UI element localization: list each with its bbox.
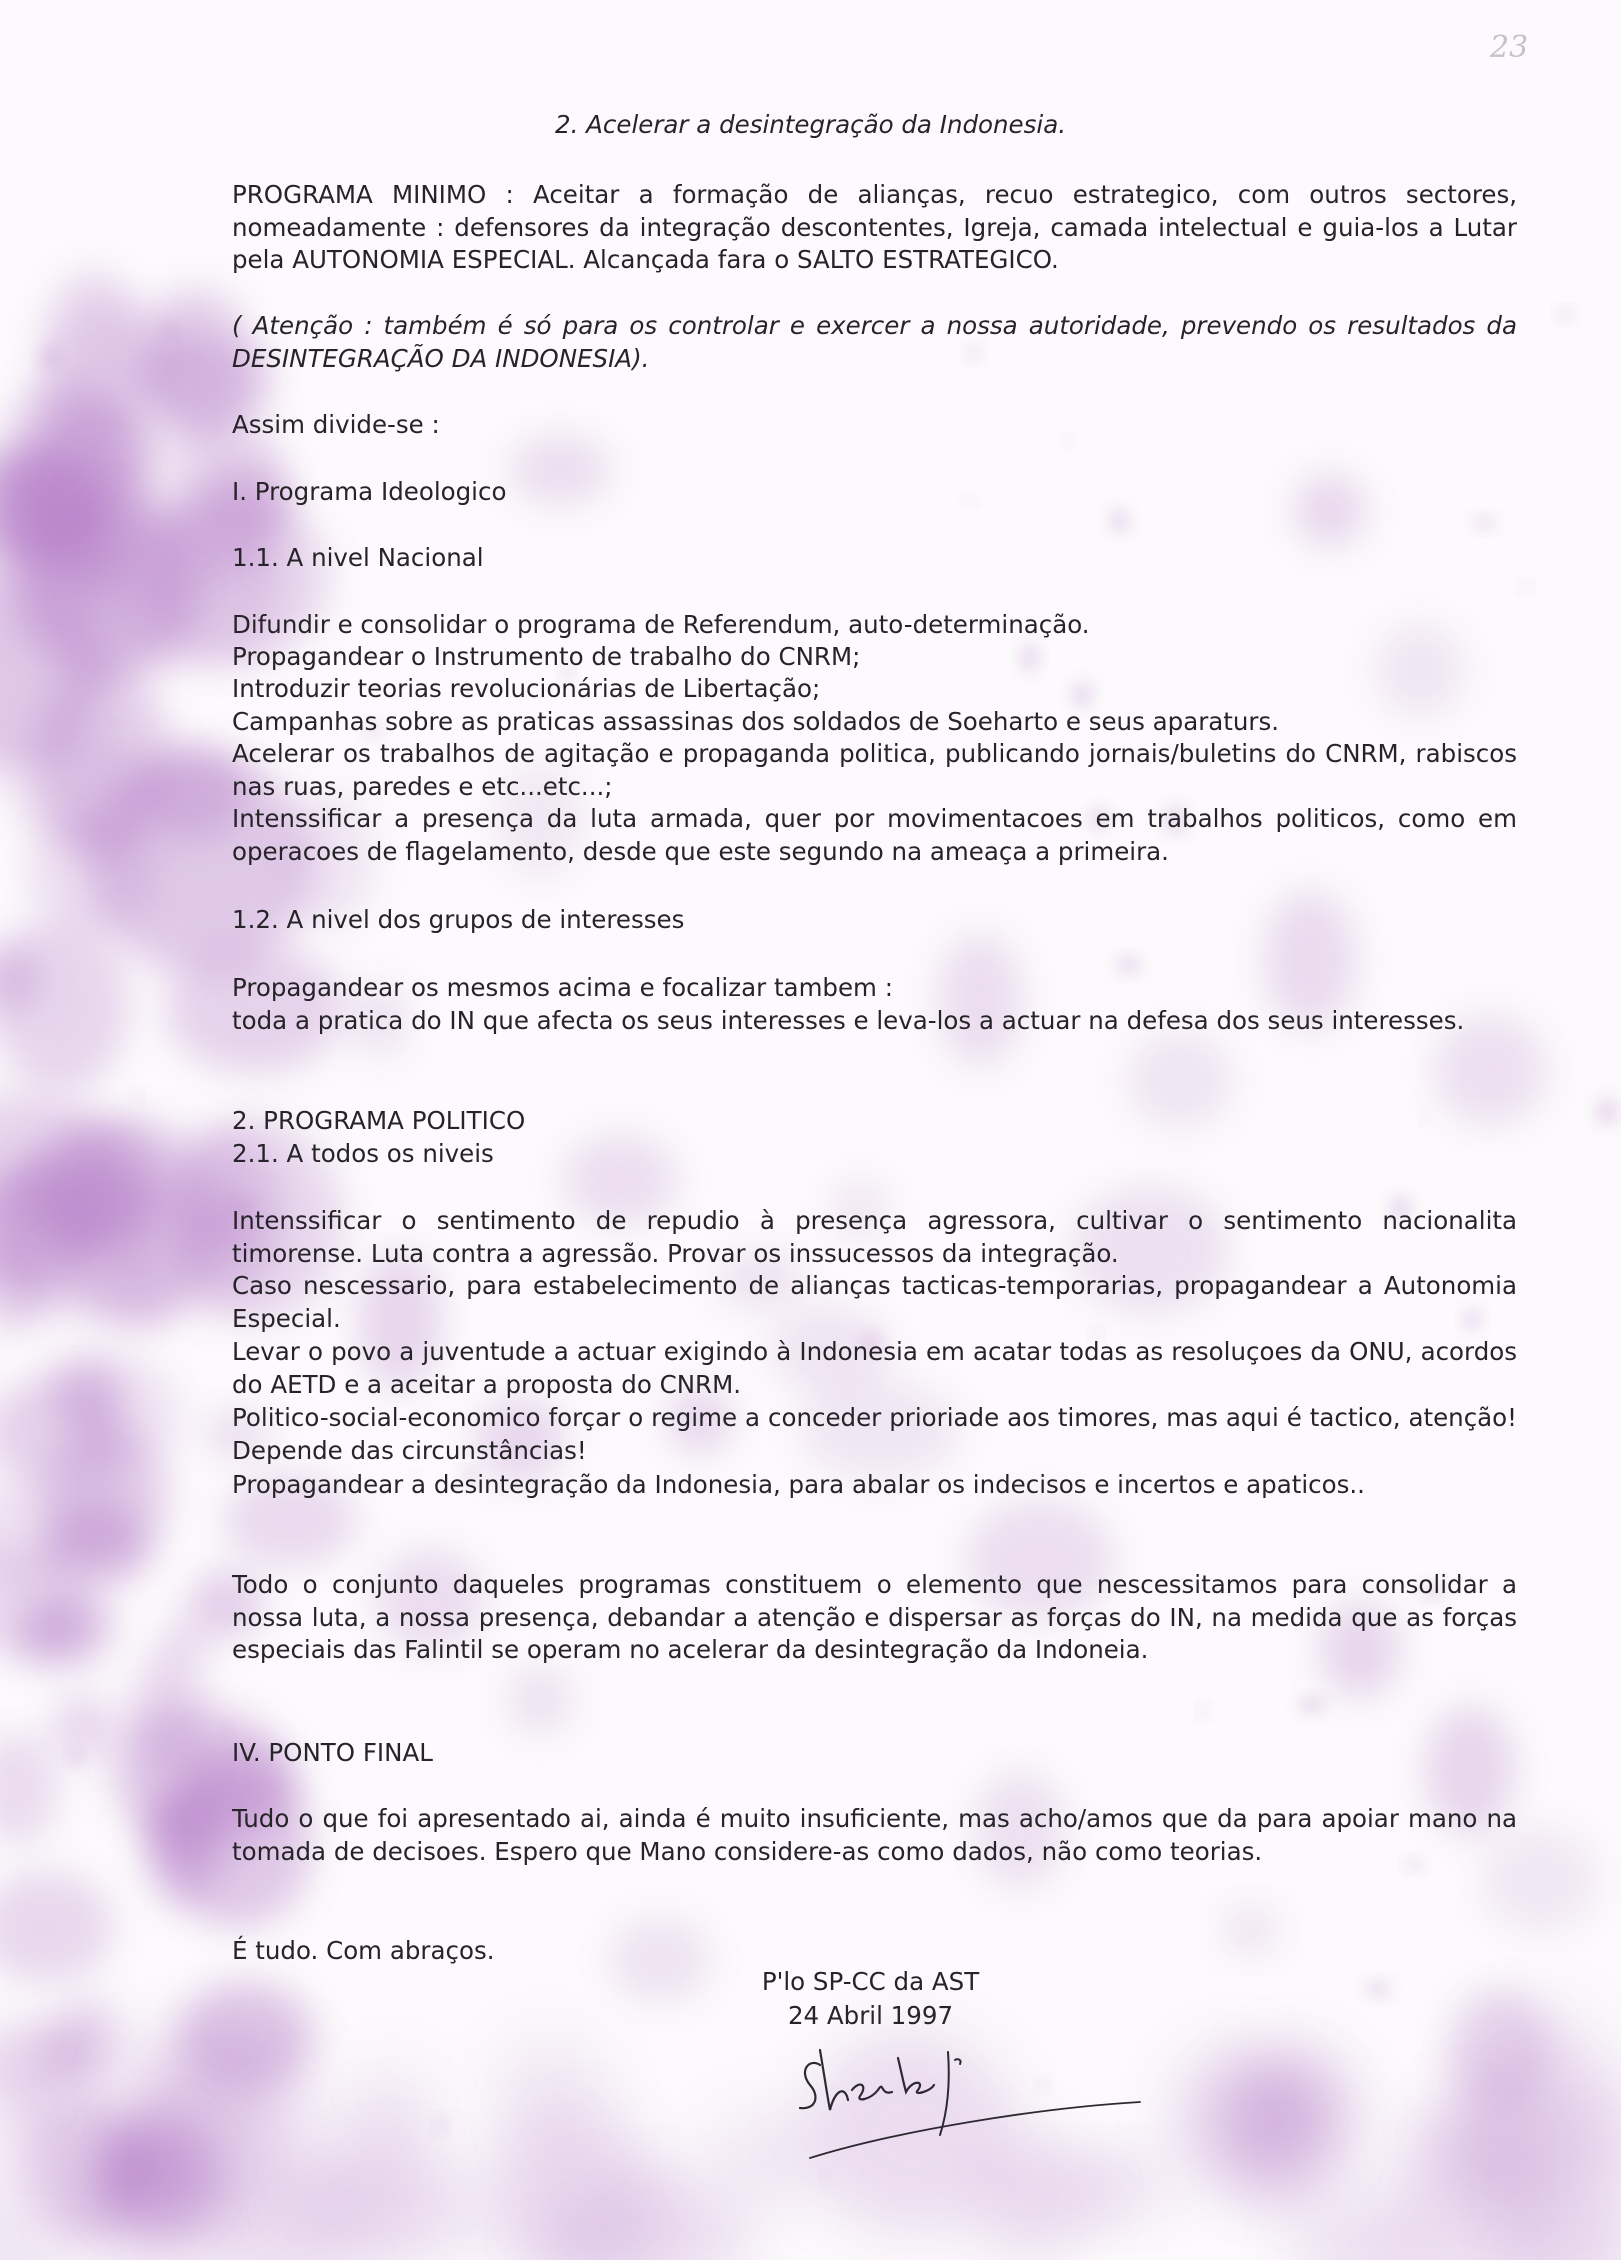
section-2-1-title: 2.1. A todos os niveis — [232, 1139, 494, 1168]
list-item: Difundir e consolidar o programa de Referendum, auto-determinação. — [232, 610, 1090, 639]
list-item: Caso nescessario, para estabelecimento de alianças tacticas-temporarias, propagandear a Autonomia Especial. — [232, 1271, 1517, 1333]
signature-organization: P'lo SP-CC da AST — [761, 1967, 980, 1996]
list-item: Intenssificar o sentimento de repudio à presença agressora, cultivar o sentimento nacionalita timorense. Luta contra a agressão. Provar os inssucessos da integração. — [232, 1206, 1517, 1268]
section-1-1-title: 1.1. A nivel Nacional — [232, 543, 484, 572]
signature-date: 24 Abril 1997 — [787, 2001, 954, 2030]
final-paragraph: Tudo o que foi apresentado ai, ainda é muito insuficiente, mas acho/amos que da para apoiar mano na tomada de decisoes. Espero que Mano considere-as como dados, não como teorias. — [232, 1804, 1517, 1866]
section-heading: 2. Acelerar a desintegração da Indonesia. — [554, 110, 1067, 139]
programa-minimo-paragraph: PROGRAMA MINIMO : Aceitar a formação de alianças, recuo estrategico, com outros sectores, nomeadamente : defensores da integração descontentes, Igreja, camada intelectual e guia-los a Lutar pela AUTONOMIA ESPECIAL. Alcançada fara o SALTO ESTRATEGICO. — [232, 180, 1517, 274]
list-item: Propagandear os mesmos acima e focalizar tambem : — [232, 973, 893, 1002]
atencao-note: ( Atenção : também é só para os controlar e exercer a nossa autoridade, prevendo os resultados da DESINTEGRAÇÃO DA INDONESIA). — [232, 311, 1517, 373]
list-item: Campanhas sobre as praticas assassinas dos soldados de Soeharto e seus aparaturs. — [232, 707, 1280, 736]
list-item: Introduzir teorias revolucionárias de Libertação; — [232, 674, 821, 703]
section-2-title: 2. PROGRAMA POLITICO — [232, 1106, 526, 1135]
list-item: Propagandear a desintegração da Indonesia, para abalar os indecisos e incertos e apaticos.. — [232, 1470, 1365, 1499]
section-1-title: I. Programa Ideologico — [232, 477, 507, 506]
section-4-title: IV. PONTO FINAL — [232, 1738, 433, 1767]
page-number: 23 — [1490, 30, 1529, 65]
closing-line: É tudo. Com abraços. — [232, 1936, 495, 1965]
handwritten-signature — [780, 2030, 1180, 2180]
summary-paragraph: Todo o conjunto daqueles programas constituem o elemento que nescessitamos para consolidar a nossa luta, a nossa presença, debandar a atenção e dispersar as forças do IN, na medida que as forças especiais das Falintil se operam no acelerar da desintegração da Indoneia. — [232, 1570, 1517, 1664]
section-1-2-title: 1.2. A nivel dos grupos de interesses — [232, 905, 685, 934]
list-item: Politico-social-economico forçar o regime a conceder prioriade aos timores, mas aqui é tactico, atenção! Depende das circunstâncias! — [232, 1403, 1517, 1465]
list-item: Propagandear o Instrumento de trabalho do CNRM; — [232, 642, 861, 671]
list-item: toda a pratica do IN que afecta os seus interesses e leva-los a actuar na defesa dos seus interesses. — [232, 1006, 1465, 1035]
assim-line: Assim divide-se : — [232, 410, 440, 439]
list-item: Levar o povo a juventude a actuar exigindo à Indonesia em acatar todas as resoluçoes da ONU, acordos do AETD e a aceitar a proposta do CNRM. — [232, 1337, 1517, 1399]
list-item: Intenssificar a presença da luta armada, quer por movimentacoes em trabalhos politicos, como em operacoes de flagelamento, desde que este segundo na ameaça a primeira. — [232, 804, 1517, 866]
list-item: Acelerar os trabalhos de agitação e propaganda politica, publicando jornais/buletins do CNRM, rabiscos nas ruas, paredes e etc...etc...; — [232, 739, 1517, 801]
